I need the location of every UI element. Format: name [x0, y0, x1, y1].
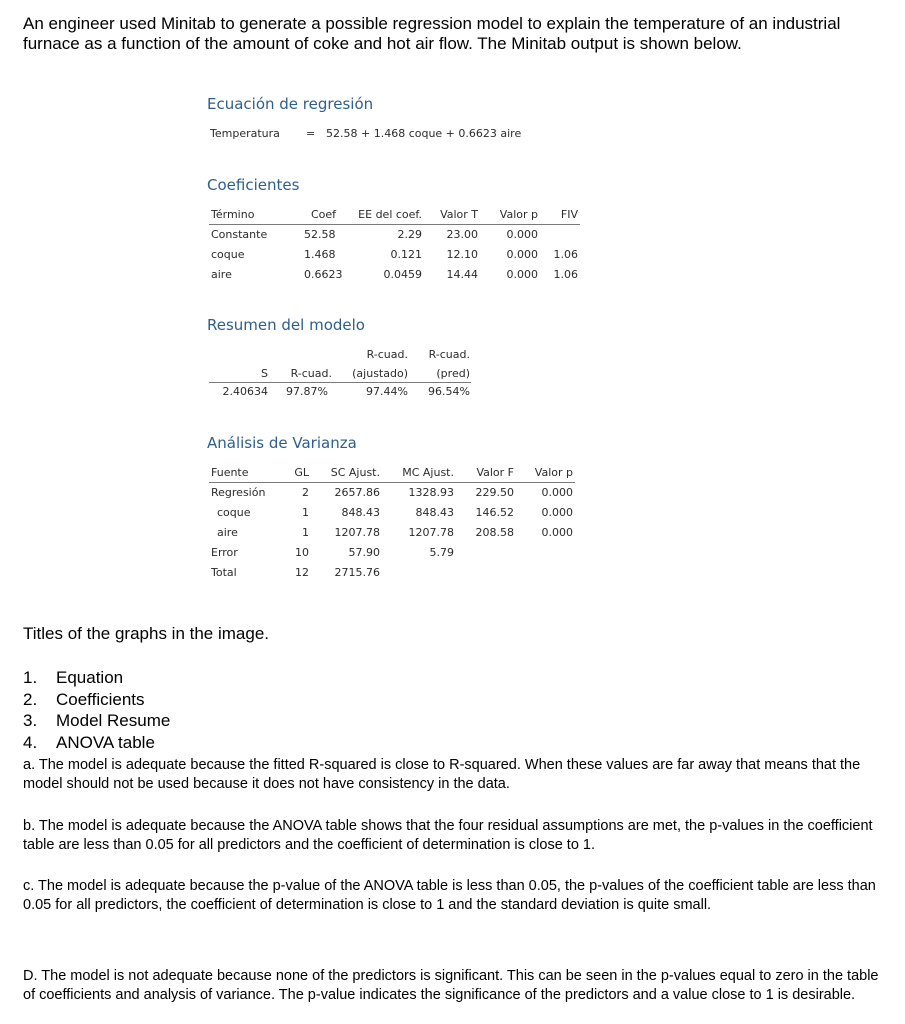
- summary-header-rsq: R-cuad.: [290, 367, 332, 380]
- answer-option-d[interactable]: D. The model is not adequate because none of the predictors is significant. This can be seen in the p-values equal to zero in the table of coefficients and analysis of variance. The p-value indicates the significance of the predictors and a value close to 1 is desirable.: [23, 968, 879, 1003]
- anova-header-fuente: Fuente: [211, 466, 249, 479]
- p-value: 0.000: [506, 228, 538, 241]
- anova-header-rule: [209, 482, 575, 483]
- se-value: 0.0459: [383, 268, 422, 281]
- table-row: aire: [211, 268, 232, 281]
- list-text: Coefficients: [56, 689, 145, 709]
- list-item: [23, 667, 170, 689]
- coef-header-ee: EE del coef.: [358, 208, 422, 221]
- anova-cell: 2: [302, 486, 309, 499]
- anova-header-sc: SC Ajust.: [330, 466, 380, 479]
- anova-cell: 0.000: [541, 526, 573, 539]
- table-row: coque: [211, 248, 245, 261]
- coef-header-valor-p: Valor p: [499, 208, 538, 221]
- se-value: 2.29: [397, 228, 422, 241]
- table-row: coque: [217, 506, 251, 519]
- summary-header-top: R-cuad.: [366, 348, 408, 361]
- coef-header-termino: Término: [211, 208, 255, 221]
- table-row: Total: [211, 566, 237, 579]
- anova-cell: 229.50: [475, 486, 514, 499]
- anova-cell: 1328.93: [408, 486, 454, 499]
- summary-s-value: 2.40634: [222, 385, 268, 398]
- summary-header-rsq-adj: (ajustado): [352, 367, 408, 380]
- p-value: 0.000: [506, 268, 538, 281]
- coef-value: 52.58: [304, 228, 336, 241]
- summary-rsq-value: 97.87%: [286, 385, 328, 398]
- t-value: 23.00: [446, 228, 478, 241]
- summary-header-top: R-cuad.: [428, 348, 470, 361]
- list-item: [23, 710, 170, 732]
- t-value: 12.10: [446, 248, 478, 261]
- list-item: [23, 732, 170, 754]
- coef-header-fiv: FIV: [560, 208, 578, 221]
- titles-list: [23, 667, 170, 753]
- anova-cell: 208.58: [475, 526, 514, 539]
- table-row: aire: [217, 526, 238, 539]
- anova-cell: 5.79: [429, 546, 454, 559]
- se-value: 0.121: [390, 248, 422, 261]
- answer-option-a[interactable]: a. The model is adequate because the fitted R-squared is close to R-squared. When these values are far away that means that the model should not be used because it does not have consistency in the data.: [23, 757, 861, 792]
- list-item: [23, 689, 170, 711]
- anova-header-valor-f: Valor F: [476, 466, 514, 479]
- coefficients-title: Coeficientes: [207, 176, 300, 194]
- anova-cell: 1: [302, 506, 309, 519]
- list-text: Equation: [56, 668, 124, 687]
- equation-lhs: Temperatura: [210, 127, 280, 140]
- list-number: 4.: [23, 732, 38, 752]
- coef-value: 0.6623: [304, 268, 343, 281]
- anova-cell: 12: [295, 566, 309, 579]
- anova-cell: 1207.78: [334, 526, 380, 539]
- table-row: Error: [211, 546, 238, 559]
- anova-header-mc: MC Ajust.: [402, 466, 454, 479]
- anova-cell: 1207.78: [408, 526, 454, 539]
- anova-cell: 0.000: [541, 486, 573, 499]
- model-summary-title: Resumen del modelo: [207, 316, 365, 334]
- anova-cell: 0.000: [541, 506, 573, 519]
- summary-rsq-pred-value: 96.54%: [428, 385, 470, 398]
- summary-header-s: S: [261, 367, 268, 380]
- table-row: Constante: [211, 228, 268, 241]
- table-row: Regresión: [211, 486, 266, 499]
- t-value: 14.44: [446, 268, 478, 281]
- anova-cell: 848.43: [415, 506, 454, 519]
- anova-cell: 146.52: [475, 506, 514, 519]
- list-text: ANOVA table: [56, 732, 155, 752]
- vif-value: 1.06: [553, 268, 578, 281]
- regression-equation-title: Ecuación de regresión: [207, 95, 374, 113]
- summary-rsq-adj-value: 97.44%: [366, 385, 408, 398]
- answer-option-b[interactable]: b. The model is adequate because the ANOVA table shows that the four residual assumptions are met, the p-values in the coefficient table are less than 0.05 for all predictors and the coefficient of determination is close to 1.: [23, 818, 873, 853]
- anova-cell: 57.90: [348, 546, 380, 559]
- p-value: 0.000: [506, 248, 538, 261]
- list-text: Model Resume: [56, 711, 171, 730]
- question-intro: An engineer used Minitab to generate a possible regression model to explain the temperature of an industrial furnace as a function of the amount of coke and hot air flow. The Minitab output is shown below.: [23, 14, 841, 53]
- anova-cell: 2657.86: [334, 486, 380, 499]
- answer-option-c[interactable]: c. The model is adequate because the p-value of the ANOVA table is less than 0.05, the p-values of the coefficient table are less than 0.05 for all predictors, the coefficient of determination is close to 1 and the standard deviation is quite small.: [23, 878, 876, 913]
- coef-value: 1.468: [304, 248, 336, 261]
- vif-value: 1.06: [553, 248, 578, 261]
- coef-header-valor-t: Valor T: [440, 208, 478, 221]
- equation-sign: =: [306, 127, 316, 140]
- anova-title: Análisis de Varianza: [207, 434, 357, 452]
- coef-header-coef: Coef: [310, 208, 336, 221]
- anova-header-valor-p: Valor p: [534, 466, 573, 479]
- anova-cell: 848.43: [341, 506, 380, 519]
- anova-cell: 1: [302, 526, 309, 539]
- anova-cell: 10: [295, 546, 309, 559]
- equation-rhs: 52.58 + 1.468 coque + 0.6623 aire: [326, 127, 522, 140]
- titles-heading: Titles of the graphs in the image.: [23, 624, 270, 643]
- list-number: 2.: [23, 689, 38, 709]
- list-number: 1.: [23, 668, 38, 687]
- summary-header-rsq-pred: (pred): [436, 367, 470, 380]
- anova-cell: 2715.76: [334, 566, 380, 579]
- list-number: 3.: [23, 711, 38, 730]
- anova-header-gl: GL: [294, 466, 309, 479]
